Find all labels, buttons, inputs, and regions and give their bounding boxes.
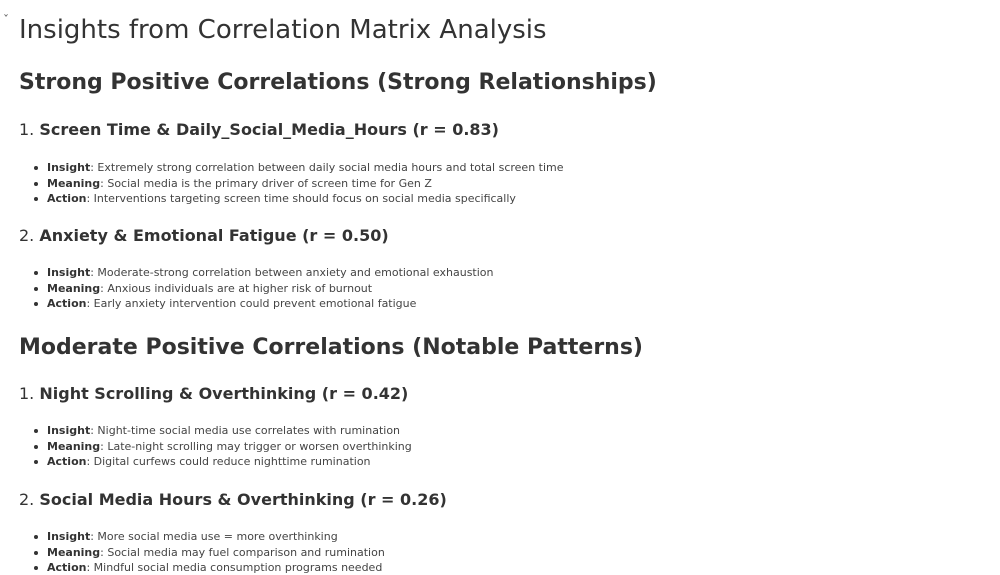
list-item xyxy=(34,176,564,192)
bullet-term: Meaning xyxy=(47,281,101,295)
collapse-chevron-icon[interactable]: ˇ xyxy=(3,13,9,27)
list-item xyxy=(34,296,494,312)
bullet-icon xyxy=(34,302,38,306)
bullet-term: Meaning xyxy=(47,545,101,559)
item-number: 2. xyxy=(19,490,35,509)
bullet-text: : Mindful social media consumption programs needed xyxy=(86,561,383,574)
bullet-text: : Early anxiety intervention could prevent emotional fatigue xyxy=(86,297,417,310)
item-heading xyxy=(19,383,408,405)
section-heading-moderate: Moderate Positive Correlations (Notable Patterns) xyxy=(19,335,643,360)
bullet-list xyxy=(34,423,412,470)
bullet-term: Action xyxy=(47,561,87,574)
bullet-text: : Extremely strong correlation between daily social media hours and total screen time xyxy=(90,161,564,174)
bullet-list xyxy=(34,160,564,207)
bullet-icon xyxy=(34,166,38,170)
bullet-term: Insight xyxy=(47,161,91,174)
item-heading xyxy=(19,119,499,141)
bullet-term: Action xyxy=(47,455,87,468)
bullet-term: Insight xyxy=(47,266,91,279)
bullet-term: Insight xyxy=(47,424,91,437)
bullet-icon xyxy=(34,566,38,570)
item-title: Anxiety & Emotional Fatigue (r = 0.50) xyxy=(39,226,389,245)
bullet-icon xyxy=(34,271,38,275)
list-item xyxy=(34,454,412,470)
item-number: 1. xyxy=(19,384,35,403)
bullet-list xyxy=(34,265,494,312)
list-item xyxy=(34,529,385,545)
list-item xyxy=(34,265,494,281)
bullet-text: : Late-night scrolling may trigger or worsen overthinking xyxy=(100,439,412,453)
bullet-icon xyxy=(34,535,38,539)
list-item xyxy=(34,191,564,207)
item-number: 1. xyxy=(19,120,35,139)
bullet-icon xyxy=(34,429,38,433)
list-item xyxy=(34,160,564,176)
bullet-icon xyxy=(34,197,38,201)
bullet-text: : Social media is the primary driver of screen time for Gen Z xyxy=(100,176,432,190)
bullet-icon xyxy=(34,460,38,464)
bullet-icon xyxy=(34,445,38,449)
bullet-text: : Social media may fuel comparison and rumination xyxy=(100,545,385,559)
list-item xyxy=(34,439,412,455)
bullet-icon xyxy=(34,551,38,555)
item-title: Night Scrolling & Overthinking (r = 0.42) xyxy=(39,384,409,403)
item-title: Screen Time & Daily_Social_Media_Hours (r = 0.83) xyxy=(39,120,499,139)
item-number: 2. xyxy=(19,226,35,245)
bullet-icon xyxy=(34,287,38,291)
page-title: Insights from Correlation Matrix Analysis xyxy=(19,15,547,45)
bullet-text: : Anxious individuals are at higher risk of burnout xyxy=(100,281,373,295)
bullet-text: : More social media use = more overthinking xyxy=(90,530,338,543)
bullet-text: : Night-time social media use correlates with rumination xyxy=(90,424,401,437)
bullet-text: : Digital curfews could reduce nighttime rumination xyxy=(86,455,371,468)
bullet-icon xyxy=(34,182,38,186)
bullet-list xyxy=(34,529,385,575)
list-item xyxy=(34,281,494,297)
bullet-term: Action xyxy=(47,192,87,205)
bullet-text: : Moderate-strong correlation between anxiety and emotional exhaustion xyxy=(90,266,494,279)
list-item xyxy=(34,423,412,439)
item-heading xyxy=(19,225,389,247)
item-heading xyxy=(19,489,447,511)
bullet-term: Meaning xyxy=(47,439,101,453)
list-item xyxy=(34,545,385,561)
list-item xyxy=(34,560,385,575)
bullet-term: Insight xyxy=(47,530,91,543)
bullet-term: Meaning xyxy=(47,176,101,190)
bullet-term: Action xyxy=(47,297,87,310)
item-title: Social Media Hours & Overthinking (r = 0.26) xyxy=(39,490,447,509)
section-heading-strong: Strong Positive Correlations (Strong Relationships) xyxy=(19,70,657,95)
bullet-text: : Interventions targeting screen time should focus on social media specifically xyxy=(86,192,516,205)
